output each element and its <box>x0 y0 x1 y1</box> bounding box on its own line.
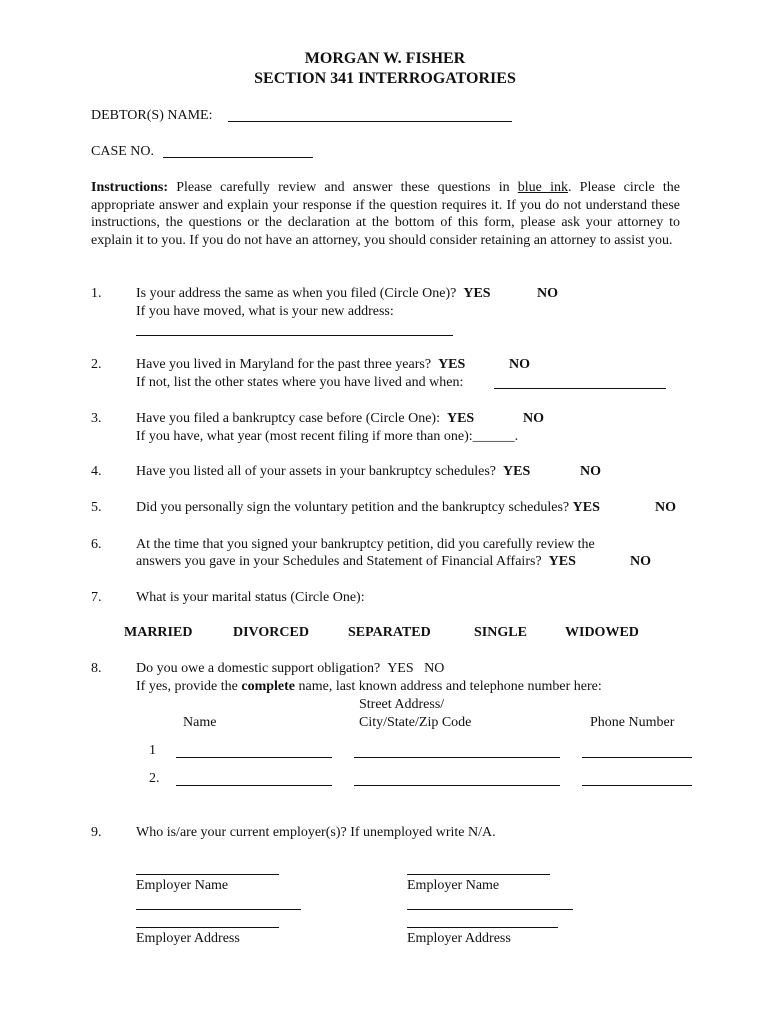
q3-no[interactable]: NO <box>523 411 544 426</box>
debtor-name-line[interactable] <box>228 121 512 122</box>
instructions-text-b: . Please circle the appropriate answer and explain your response if the question requires it. If you do not understand these instructions, the questions or the declaration at the bottom of this form, please ask your attorney to explain it to you. If you do not have an attorney, you should consider retaining an attorney to assist you. <box>91 180 681 248</box>
q6-yes[interactable]: YES <box>548 554 576 569</box>
q5-number: 5. <box>91 500 102 515</box>
q8-line2c: name, last known address and telephone number here: <box>298 679 602 694</box>
q1-line2: If you have moved, what is your new address: <box>136 304 394 319</box>
q4-number: 4. <box>91 464 102 479</box>
row-2-number: 2. <box>149 771 160 786</box>
status-divorced[interactable]: DIVORCED <box>233 625 309 640</box>
status-separated[interactable]: SEPARATED <box>348 625 431 640</box>
row-2-name-line[interactable] <box>176 785 332 786</box>
q6-line2: answers you gave in your Schedules and Statement of Financial Affairs? <box>136 554 542 569</box>
case-no-line[interactable] <box>163 157 313 158</box>
row-1-name-line[interactable] <box>176 757 332 758</box>
q5-line1: Did you personally sign the voluntary petition and the bankruptcy schedules? <box>136 500 570 515</box>
q8-line2b: complete <box>241 679 296 694</box>
q8-no[interactable]: NO <box>424 661 445 676</box>
q5-no[interactable]: NO <box>655 500 676 515</box>
q8-line2a: If yes, provide the <box>136 679 238 694</box>
row-1-number: 1 <box>149 743 156 758</box>
col-address-line1: Street Address/ <box>359 697 445 712</box>
q7-text: What is your marital status (Circle One): <box>136 590 365 605</box>
q3-line2: If you have, what year (most recent filing if more than one):______. <box>136 429 519 444</box>
status-single[interactable]: SINGLE <box>474 625 527 640</box>
q8-line2 <box>136 679 602 695</box>
q2-number: 2. <box>91 357 102 372</box>
debtor-name-label: DEBTOR(S) NAME: <box>91 108 213 123</box>
q3-yes[interactable]: YES <box>446 411 475 426</box>
q5-yes[interactable]: YES <box>572 500 600 515</box>
employer-1-address-label: Employer Address <box>136 931 240 946</box>
q6-number: 6. <box>91 537 102 552</box>
q6-line1: At the time that you signed your bankruptcy petition, did you carefully review the <box>136 537 595 552</box>
status-married[interactable]: MARRIED <box>124 625 193 640</box>
q2-answer-line[interactable] <box>494 388 666 389</box>
employer-2-extra-line[interactable] <box>407 909 573 910</box>
q1-number: 1. <box>91 286 102 301</box>
q4-line1: Have you listed all of your assets in your bankruptcy schedules? <box>136 464 497 479</box>
q3-number: 3. <box>91 411 102 426</box>
row-2-address-line[interactable] <box>354 785 560 786</box>
q2-no[interactable]: NO <box>509 357 530 372</box>
employer-2-name-label: Employer Name <box>407 878 500 893</box>
employer-1-name-label: Employer Name <box>136 878 229 893</box>
employer-2-address-label: Employer Address <box>407 931 511 946</box>
q1-text <box>136 286 491 302</box>
q4-yes[interactable]: YES <box>503 464 531 479</box>
q9-number: 9. <box>91 825 102 840</box>
case-no-label: CASE NO. <box>91 144 155 159</box>
q6-text <box>136 554 576 570</box>
blue-ink-phrase: blue ink <box>517 180 568 195</box>
row-2-phone-line[interactable] <box>582 785 692 786</box>
q9-text: Who is/are your current employer(s)? If unemployed write N/A. <box>136 825 496 840</box>
q3-text <box>136 411 474 427</box>
q1-answer-line[interactable] <box>136 335 453 336</box>
row-1-address-line[interactable] <box>354 757 560 758</box>
employer-1-extra-line[interactable] <box>136 909 301 910</box>
row-1-phone-line[interactable] <box>582 757 692 758</box>
instructions-paragraph <box>91 179 680 249</box>
form-subtitle: SECTION 341 INTERROGATORIES <box>254 70 516 87</box>
employer-1-name-line[interactable] <box>136 874 279 875</box>
q4-no[interactable]: NO <box>580 464 601 479</box>
q1-line1: Is your address the same as when you filed (Circle One)? <box>136 286 457 301</box>
col-phone-header: Phone Number <box>590 715 675 730</box>
q8-text <box>136 661 444 677</box>
col-name-header: Name <box>183 715 217 730</box>
q3-line1: Have you filed a bankruptcy case before (Circle One): <box>136 411 440 426</box>
q7-number: 7. <box>91 590 102 605</box>
employer-2-name-line[interactable] <box>407 874 550 875</box>
col-address-line2: City/State/Zip Code <box>359 715 472 730</box>
q1-no[interactable]: NO <box>537 286 558 301</box>
form-title: MORGAN W. FISHER <box>304 50 466 67</box>
q8-yes[interactable]: YES <box>387 661 414 676</box>
q8-line1: Do you owe a domestic support obligation? <box>136 661 381 676</box>
q4-text <box>136 464 530 480</box>
instructions-text-a: Please carefully review and answer these questions in <box>176 180 510 195</box>
employer-2-address-line[interactable] <box>407 927 558 928</box>
q5-text <box>136 500 600 516</box>
status-widowed[interactable]: WIDOWED <box>565 625 639 640</box>
q2-yes[interactable]: YES <box>438 357 466 372</box>
q8-number: 8. <box>91 661 102 676</box>
q2-text <box>136 357 465 373</box>
q6-no[interactable]: NO <box>630 554 651 569</box>
q2-line2: If not, list the other states where you have lived and when: <box>136 375 464 390</box>
instructions-label: Instructions: <box>91 180 169 195</box>
employer-1-address-line[interactable] <box>136 927 279 928</box>
q2-line1: Have you lived in Maryland for the past three years? <box>136 357 432 372</box>
q1-yes[interactable]: YES <box>463 286 491 301</box>
